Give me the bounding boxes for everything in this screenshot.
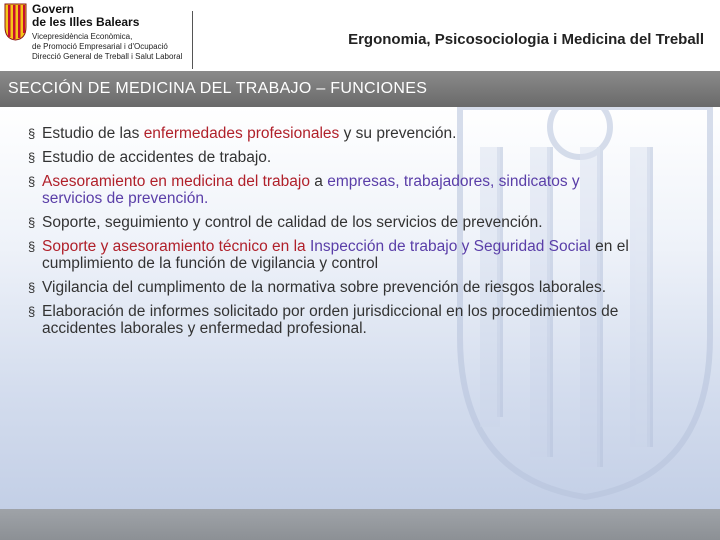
functions-list — [28, 125, 638, 344]
list-item-text: Vigilancia del cumplimento de la normativa sobre prevención de riesgos laborales. — [42, 279, 607, 296]
logo-line-5: Direcció General de Treball i Salut Laboral — [32, 52, 183, 61]
list-item — [28, 238, 638, 272]
bullet-icon: § — [28, 239, 36, 254]
logo-line-4: de Promoció Empresarial i d'Ocupació — [32, 42, 168, 51]
list-item-text: Estudio de accidentes de trabajo. — [42, 149, 272, 166]
bullet-icon: § — [28, 215, 36, 230]
bullet-icon: § — [28, 280, 36, 295]
logo-text — [32, 3, 182, 62]
list-item-text: enfermedades profesionales — [143, 125, 340, 142]
list-item-text: empresas, trabajadores, sindicatos y servicios de prevención. — [42, 173, 580, 207]
list-item-text: Asesoramiento en medicina del trabajo — [42, 173, 310, 190]
section-bar — [0, 71, 720, 107]
government-logo — [4, 3, 194, 67]
bullet-icon: § — [28, 174, 36, 189]
bullet-icon: § — [28, 150, 36, 165]
list-item-text: Estudio de las — [42, 125, 144, 142]
list-item-text: a — [309, 173, 328, 190]
list-item — [28, 279, 638, 296]
list-item — [28, 149, 638, 166]
logo-line-2: de les Illes Balears — [32, 15, 140, 29]
section-title: SECCIÓN DE MEDICINA DEL TRABAJO – FUNCIONES — [8, 80, 428, 97]
list-item-text: en el cumplimiento de la función de vigilancia y control — [42, 238, 629, 272]
footer-bar — [0, 509, 720, 540]
bullet-icon: § — [28, 304, 36, 319]
content-area — [0, 107, 720, 509]
list-item-text: y su prevención. — [339, 125, 457, 142]
list-item-text: Inspección de trabajo y Seguridad Social — [309, 238, 591, 255]
list-item — [28, 303, 638, 337]
bullet-icon: § — [28, 126, 36, 141]
list-item — [28, 125, 638, 142]
list-item — [28, 214, 638, 231]
logo-line-1: Govern — [32, 2, 75, 16]
logo-divider — [192, 11, 193, 69]
header-title: Ergonomia, Psicosociologia i Medicina del Treball — [348, 31, 704, 48]
header — [0, 0, 720, 70]
list-item-text: Elaboración de informes solicitado por orden jurisdiccional en los procedimientos de accidentes laborales y enfermedad profesional. — [42, 303, 619, 337]
logo-line-3: Vicepresidència Econòmica, — [32, 32, 133, 41]
list-item-text: Soporte, seguimiento y control de calidad de los servicios de prevención. — [42, 214, 543, 231]
balearic-coat-of-arms-icon — [4, 3, 27, 41]
list-item-text: Soporte y asesoramiento técnico en la — [42, 238, 310, 255]
list-item — [28, 173, 638, 207]
